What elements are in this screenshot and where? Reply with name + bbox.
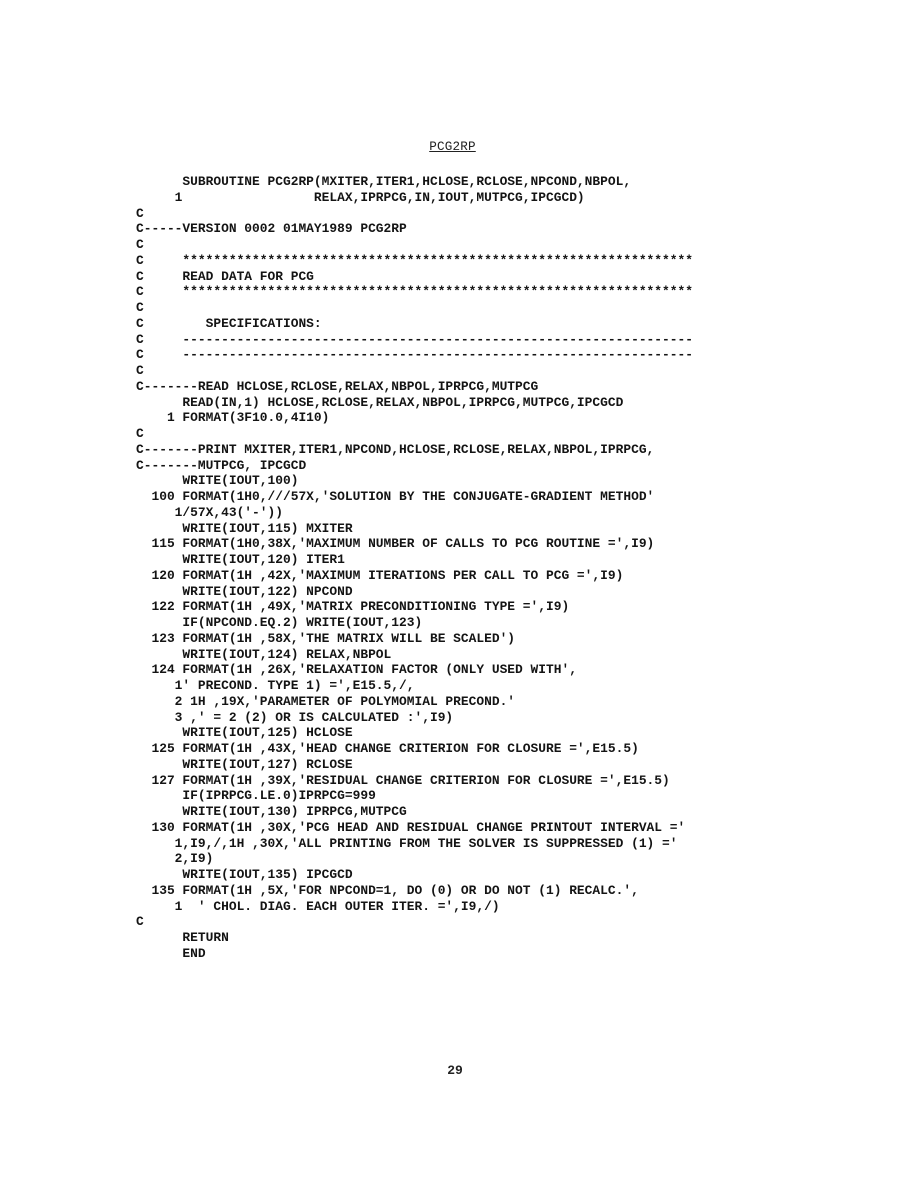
code-line: C bbox=[136, 914, 144, 930]
code-line: C ------------------------------------------------------------------ bbox=[136, 331, 693, 347]
code-line: 2,I9) bbox=[136, 851, 214, 867]
code-line: C bbox=[136, 300, 144, 315]
code-line: C bbox=[136, 426, 144, 441]
code-line: SUBROUTINE PCG2RP(MXITER,ITER1,HCLOSE,RCLOSE,NPCOND,NBPOL, bbox=[136, 174, 632, 189]
code-line: 1/57X,43('-')) bbox=[136, 504, 283, 520]
code-line: READ(IN,1) HCLOSE,RCLOSE,RELAX,NBPOL,IPRPCG,MUTPCG,IPCGCD bbox=[136, 394, 624, 410]
code-line: WRITE(IOUT,127) RCLOSE bbox=[136, 756, 353, 772]
code-line: 125 FORMAT(1H ,43X,'HEAD CHANGE CRITERION FOR CLOSURE =',E15.5) bbox=[136, 741, 639, 756]
code-line: C-----VERSION 0002 01MAY1989 PCG2RP bbox=[136, 221, 407, 237]
code-line: 122 FORMAT(1H ,49X,'MATRIX PRECONDITIONING TYPE =',I9) bbox=[136, 599, 570, 615]
code-line: C bbox=[136, 205, 144, 221]
code-line: 2 1H ,19X,'PARAMETER OF POLYMOMIAL PRECOND.' bbox=[136, 693, 516, 709]
code-line: 135 FORMAT(1H ,5X,'FOR NPCOND=1, DO (0) OR DO NOT (1) RECALC.', bbox=[136, 882, 639, 898]
code-line: C-------PRINT MXITER,ITER1,NPCOND,HCLOSE,RCLOSE,RELAX,NBPOL,IPRPCG, bbox=[136, 441, 655, 457]
code-line: 130 FORMAT(1H ,30X,'PCG HEAD AND RESIDUAL CHANGE PRINTOUT INTERVAL =' bbox=[136, 819, 686, 835]
code-line: C ****************************************************************** bbox=[136, 284, 693, 300]
fortran-code-listing bbox=[136, 174, 693, 962]
code-line: 100 FORMAT(1H0,///57X,'SOLUTION BY THE CONJUGATE-GRADIENT METHOD' bbox=[136, 489, 655, 504]
code-line: 1 FORMAT(3F10.0,4I10) bbox=[136, 410, 330, 426]
code-line: 1 RELAX,IPRPCG,IN,IOUT,MUTPCG,IPCGCD) bbox=[136, 189, 585, 205]
code-line: WRITE(IOUT,115) MXITER bbox=[136, 520, 353, 536]
code-line: 1,I9,/,1H ,30X,'ALL PRINTING FROM THE SOLVER IS SUPPRESSED (1) =' bbox=[136, 835, 678, 851]
code-line: WRITE(IOUT,120) ITER1 bbox=[136, 552, 345, 567]
code-line: IF(IPRPCG.LE.0)IPRPCG=999 bbox=[136, 788, 376, 804]
code-line: 1 ' CHOL. DIAG. EACH OUTER ITER. =',I9,/) bbox=[136, 898, 500, 914]
code-line: WRITE(IOUT,125) HCLOSE bbox=[136, 725, 353, 741]
code-line: 3 ,' = 2 (2) OR IS CALCULATED :',I9) bbox=[136, 709, 454, 725]
page-number: 29 bbox=[447, 1063, 463, 1078]
code-line: WRITE(IOUT,130) IPRPCG,MUTPCG bbox=[136, 804, 407, 819]
code-line: 1' PRECOND. TYPE 1) =',E15.5,/, bbox=[136, 678, 415, 693]
code-line: RETURN bbox=[136, 930, 229, 945]
code-line: C bbox=[136, 237, 144, 252]
code-line: 123 FORMAT(1H ,58X,'THE MATRIX WILL BE SCALED') bbox=[136, 630, 516, 646]
code-line: END bbox=[136, 945, 206, 961]
code-line: IF(NPCOND.EQ.2) WRITE(IOUT,123) bbox=[136, 615, 423, 630]
code-line: 124 FORMAT(1H ,26X,'RELAXATION FACTOR (ONLY USED WITH', bbox=[136, 662, 577, 678]
code-line: C ------------------------------------------------------------------ bbox=[136, 347, 693, 363]
code-line: 127 FORMAT(1H ,39X,'RESIDUAL CHANGE CRITERION FOR CLOSURE =',E15.5) bbox=[136, 772, 670, 788]
code-line: WRITE(IOUT,135) IPCGCD bbox=[136, 867, 353, 882]
code-line: WRITE(IOUT,122) NPCOND bbox=[136, 583, 353, 599]
code-line: C-------MUTPCG, IPCGCD bbox=[136, 457, 307, 473]
code-line: 115 FORMAT(1H0,38X,'MAXIMUM NUMBER OF CALLS TO PCG ROUTINE =',I9) bbox=[136, 536, 655, 552]
code-line: C-------READ HCLOSE,RCLOSE,RELAX,NBPOL,IPRPCG,MUTPCG bbox=[136, 378, 539, 394]
code-line: 120 FORMAT(1H ,42X,'MAXIMUM ITERATIONS PER CALL TO PCG =',I9) bbox=[136, 567, 624, 583]
code-line: WRITE(IOUT,124) RELAX,NBPOL bbox=[136, 646, 392, 662]
page-title: PCG2RP bbox=[429, 140, 476, 154]
code-line: C READ DATA FOR PCG bbox=[136, 268, 314, 284]
code-line: C bbox=[136, 363, 144, 378]
code-line: C SPECIFICATIONS: bbox=[136, 315, 322, 331]
code-line: C ****************************************************************** bbox=[136, 252, 693, 268]
code-line: WRITE(IOUT,100) bbox=[136, 473, 299, 489]
